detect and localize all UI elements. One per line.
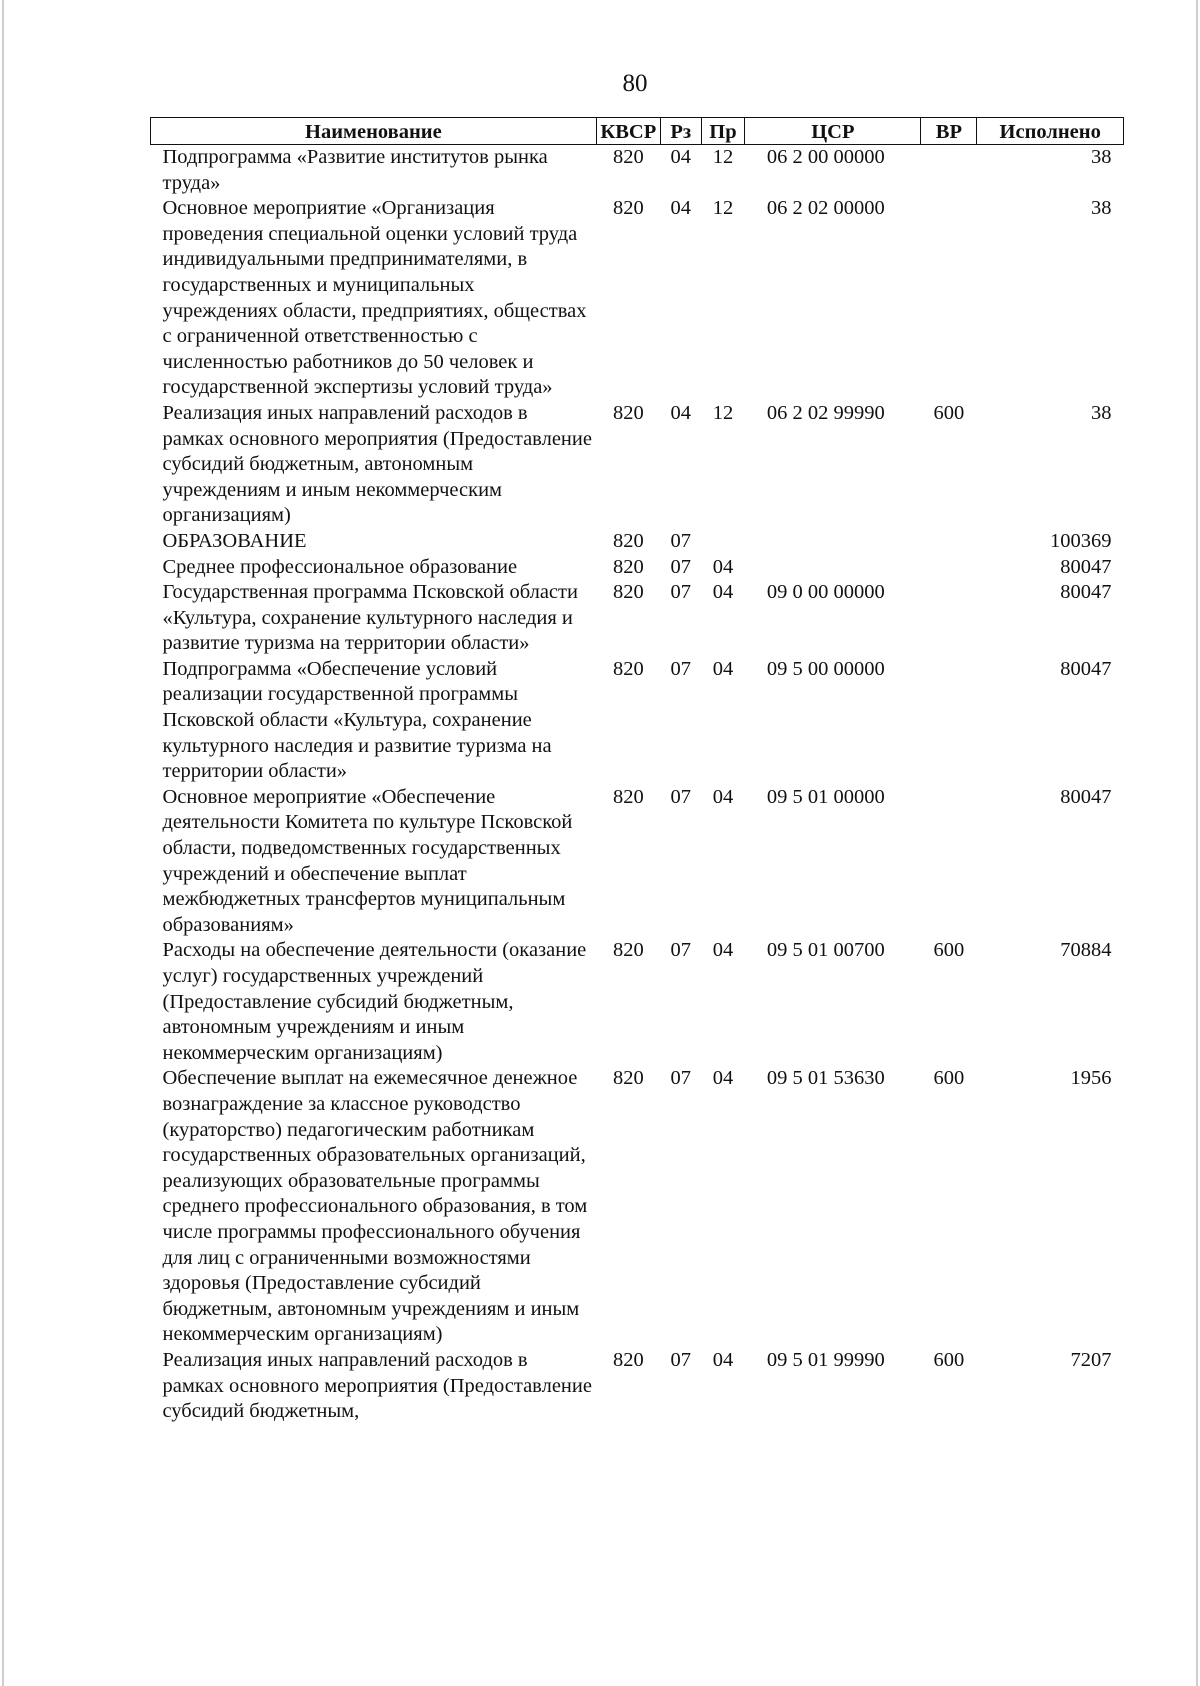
- table-header: [151, 118, 1124, 145]
- cell-pr: 04: [712, 939, 734, 962]
- cell-csr: 09 0 00 00000: [766, 581, 885, 604]
- table-row: [151, 785, 1124, 939]
- cell-name: Подпрограмма «Развитие институтов рынка труда»: [162, 146, 548, 194]
- cell-name: Расходы на обеспечение деятельности (оказание услуг) государственных учреждений (Предоставление субсидий бюджетным, автономным учреждениям и иным некоммерческим организациям): [162, 939, 587, 1064]
- cell-kvsr: 820: [612, 401, 644, 424]
- cell-kvsr: 820: [612, 581, 644, 604]
- header-pr: Пр: [701, 118, 745, 145]
- cell-vr: [921, 145, 977, 197]
- cell-csr: [745, 529, 921, 555]
- cell-isp: 38: [1091, 197, 1112, 220]
- table-row: [151, 196, 1124, 401]
- header-isp: Исполнено: [977, 118, 1124, 145]
- cell-rz: 07: [670, 555, 691, 578]
- cell-csr: 09 5 01 99990: [766, 1348, 885, 1371]
- cell-rz: 04: [670, 146, 691, 168]
- cell-isp: 70884: [1060, 939, 1112, 962]
- table-row: [151, 529, 1124, 555]
- cell-isp: 80047: [1060, 657, 1112, 680]
- table-row: [151, 1348, 1124, 1425]
- table-row: [151, 555, 1124, 581]
- cell-csr: 09 5 01 00000: [766, 785, 885, 808]
- table-row: [151, 938, 1124, 1066]
- cell-csr: 09 5 01 53630: [766, 1067, 885, 1090]
- scan-left-edge: [2, 0, 4, 1686]
- cell-rz: 07: [670, 1348, 691, 1371]
- cell-pr: 04: [712, 785, 734, 808]
- table-row: [151, 580, 1124, 657]
- cell-name: Среднее профессиональное образование: [162, 555, 518, 578]
- cell-vr: 600: [933, 401, 965, 424]
- cell-pr: 12: [712, 197, 734, 220]
- cell-name: Обеспечение выплат на ежемесячное денежное вознаграждение за классное руководство (кураторство) педагогическим работникам государственных образовательных организаций, реализующих образовательные программы среднего профессионального образования, в том числе программы профессионального обучения для лиц с ограниченными возможностями здоровья (Предоставление субсидий бюджетным, автономным учреждениям и иным некоммерческим организациям): [162, 1067, 588, 1346]
- cell-rz: 07: [670, 1067, 691, 1090]
- cell-rz: 07: [670, 529, 691, 552]
- table-row: [151, 1066, 1124, 1348]
- cell-vr: 600: [933, 1348, 965, 1371]
- cell-name: ОБРАЗОВАНИЕ: [162, 529, 307, 552]
- cell-vr: [921, 196, 977, 401]
- cell-isp: 80047: [1060, 581, 1112, 604]
- cell-pr: 04: [712, 555, 734, 578]
- cell-kvsr: 820: [612, 555, 644, 578]
- cell-csr: 09 5 01 00700: [766, 939, 885, 962]
- cell-name: Реализация иных направлений расходов в рамках основного мероприятия (Предоставление субсидий бюджетным,: [162, 1348, 592, 1423]
- cell-csr: 06 2 02 00000: [766, 197, 885, 220]
- cell-csr: 06 2 02 99990: [766, 401, 885, 424]
- cell-rz: 07: [670, 581, 691, 604]
- cell-kvsr: 820: [612, 146, 644, 168]
- cell-vr: [921, 529, 977, 555]
- cell-csr: 06 2 00 00000: [766, 146, 885, 168]
- cell-name: Основное мероприятие «Организация проведения специальной оценки условий труда индивидуальными предпринимателями, в государственных и муниципальных учреждениях области, предприятиях, обществах с ограниченной ответственностью с численностью работников до 50 человек и государственной экспертизы условий труда»: [162, 197, 587, 399]
- table-row: [151, 145, 1124, 197]
- cell-pr: 04: [712, 1067, 734, 1090]
- cell-kvsr: 820: [612, 197, 644, 220]
- cell-kvsr: 820: [612, 657, 644, 680]
- cell-name: Подпрограмма «Обеспечение условий реализации государственной программы Псковской области «Культура, сохранение культурного наследия и развитие туризма на территории области»: [162, 657, 552, 783]
- cell-kvsr: 820: [612, 1348, 644, 1371]
- cell-csr: 09 5 00 00000: [766, 657, 885, 680]
- cell-csr: [745, 555, 921, 581]
- cell-rz: 07: [670, 939, 691, 962]
- header-csr: ЦСР: [745, 118, 921, 145]
- cell-vr: [921, 657, 977, 785]
- cell-kvsr: 820: [612, 529, 644, 552]
- cell-isp: 80047: [1060, 555, 1112, 578]
- cell-kvsr: 820: [612, 1067, 644, 1090]
- cell-name: Государственная программа Псковской области «Культура, сохранение культурного наследия и развитие туризма на территории области»: [162, 581, 578, 655]
- cell-pr: 12: [712, 146, 734, 168]
- scan-right-edge: [1196, 0, 1198, 1686]
- cell-pr: 04: [712, 1348, 734, 1371]
- cell-rz: 04: [670, 197, 691, 220]
- cell-kvsr: 820: [612, 939, 644, 962]
- cell-vr: [921, 580, 977, 657]
- cell-vr: 600: [933, 1067, 965, 1090]
- cell-isp: 7207: [1070, 1348, 1112, 1371]
- header-rz: Рз: [660, 118, 701, 145]
- cell-isp: 38: [1091, 146, 1112, 168]
- cell-pr: 04: [712, 657, 734, 680]
- cell-name: Реализация иных направлений расходов в рамках основного мероприятия (Предоставление субсидий бюджетным, автономным учреждениям и иным некоммерческим организациям): [162, 401, 592, 527]
- cell-kvsr: 820: [612, 785, 644, 808]
- cell-pr: 12: [712, 401, 734, 424]
- cell-rz: 07: [670, 785, 691, 808]
- header-vr: ВР: [921, 118, 977, 145]
- cell-pr: 04: [712, 581, 734, 604]
- cell-isp: 1956: [1070, 1067, 1112, 1090]
- cell-rz: 04: [670, 401, 691, 424]
- header-kvsr: КВСР: [596, 118, 660, 145]
- cell-vr: [921, 555, 977, 581]
- cell-pr: [701, 529, 745, 555]
- cell-isp: 80047: [1060, 785, 1112, 808]
- page-number: 80: [622, 70, 648, 97]
- table-row: [151, 657, 1124, 785]
- cell-isp: 38: [1091, 401, 1112, 424]
- table-body: [151, 145, 1124, 1425]
- cell-vr: 600: [933, 939, 965, 962]
- cell-isp: 100369: [1050, 529, 1112, 552]
- cell-rz: 07: [670, 657, 691, 680]
- cell-name: Основное мероприятие «Обеспечение деятельности Комитета по культуре Псковской области, подведомственных государственных учреждений и обеспечение выплат межбюджетных трансфертов муниципальным образованиям»: [162, 785, 573, 936]
- cell-vr: [921, 785, 977, 939]
- table-row: [151, 401, 1124, 529]
- header-name: Наименование: [151, 118, 597, 145]
- budget-table: [150, 117, 1124, 1425]
